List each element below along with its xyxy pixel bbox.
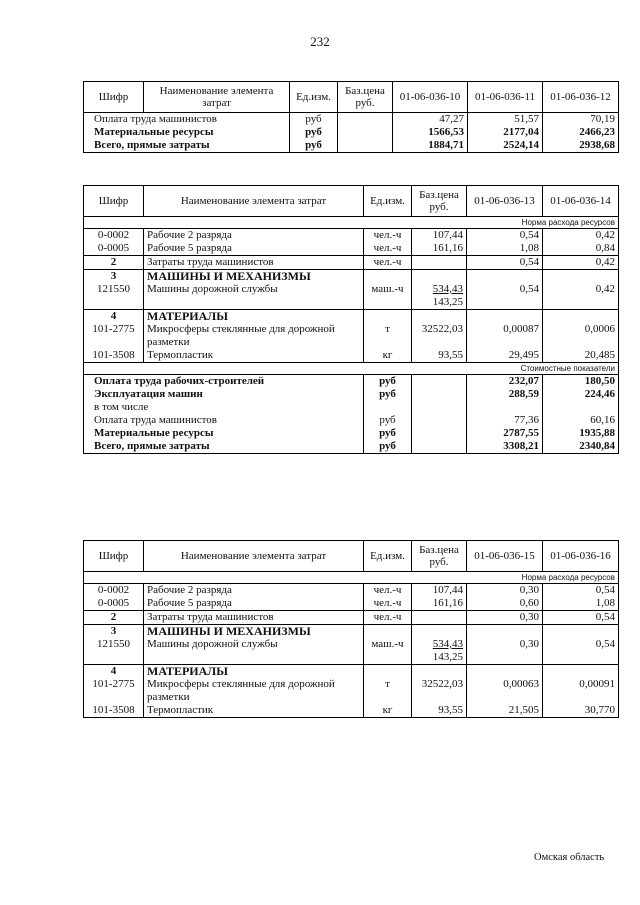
row-value: 2466,23 bbox=[543, 126, 619, 139]
table-row bbox=[84, 323, 619, 349]
row-price: 107,44 bbox=[412, 584, 467, 598]
row-value: 224,46 bbox=[543, 388, 619, 401]
table-row bbox=[84, 611, 619, 625]
row-name: Всего, прямые затраты bbox=[84, 139, 290, 153]
table-row bbox=[84, 584, 619, 598]
row-value: 1566,53 bbox=[393, 126, 468, 139]
table-header bbox=[84, 82, 619, 113]
row-name: Материальные ресурсы bbox=[84, 427, 364, 440]
header-base-price: Баз.цена руб. bbox=[412, 541, 467, 572]
row-code: 101-3508 bbox=[84, 704, 144, 718]
row-value: 0,00091 bbox=[543, 678, 619, 704]
table-row bbox=[84, 139, 619, 153]
row-price: 161,16 bbox=[412, 597, 467, 611]
row-value: 0,42 bbox=[543, 229, 619, 243]
row-unit: руб bbox=[364, 440, 412, 454]
row-value: 51,57 bbox=[468, 113, 543, 127]
price-underlined: 534,43 bbox=[432, 283, 463, 295]
row-price: 32522,03 bbox=[412, 323, 467, 349]
table-row bbox=[84, 414, 619, 427]
row-code: 101-3508 bbox=[84, 349, 144, 363]
price-secondary: 143,25 bbox=[432, 651, 463, 663]
table-row bbox=[84, 242, 619, 256]
header-col-1: 01-06-036-13 bbox=[467, 186, 543, 217]
row-value: 1,08 bbox=[543, 597, 619, 611]
row-value: 47,27 bbox=[393, 113, 468, 127]
table-row bbox=[84, 283, 619, 310]
row-name: Рабочие 2 разряда bbox=[144, 584, 364, 598]
row-price bbox=[412, 638, 467, 665]
row-unit: руб bbox=[364, 427, 412, 440]
section-row bbox=[84, 310, 619, 324]
table-row bbox=[84, 597, 619, 611]
row-code: 0-0005 bbox=[84, 242, 144, 256]
footer-region: Омская область bbox=[534, 852, 605, 863]
row-name: Машины дорожной службы bbox=[144, 638, 364, 665]
row-name: в том числе bbox=[84, 401, 364, 414]
table-row bbox=[84, 349, 619, 363]
table-row bbox=[84, 678, 619, 704]
row-unit: кг bbox=[364, 349, 412, 363]
header-name: Наименование элемента затрат bbox=[144, 82, 290, 113]
row-code: 101-2775 bbox=[84, 678, 144, 704]
row-unit: руб bbox=[290, 139, 338, 153]
row-unit: руб bbox=[290, 113, 338, 127]
row-price bbox=[412, 256, 467, 270]
row-code: 121550 bbox=[84, 638, 144, 665]
cost-table-2 bbox=[83, 185, 619, 454]
row-value: 21,505 bbox=[467, 704, 543, 718]
row-unit: чел.-ч bbox=[364, 584, 412, 598]
table-row bbox=[84, 229, 619, 243]
row-value: 0,54 bbox=[543, 638, 619, 665]
header-unit: Ед.изм. bbox=[290, 82, 338, 113]
row-value: 2524,14 bbox=[468, 139, 543, 153]
row-price: 32522,03 bbox=[412, 678, 467, 704]
row-code: 3 bbox=[84, 270, 144, 284]
row-unit: чел.-ч bbox=[364, 229, 412, 243]
cost-table-1 bbox=[83, 81, 619, 153]
row-value: 0,54 bbox=[543, 611, 619, 625]
header-name: Наименование элемента затрат bbox=[144, 541, 364, 572]
row-value: 77,36 bbox=[467, 414, 543, 427]
row-value: 1935,88 bbox=[543, 427, 619, 440]
row-unit: руб bbox=[364, 375, 412, 389]
table-row bbox=[84, 427, 619, 440]
row-name: Материальные ресурсы bbox=[84, 126, 290, 139]
row-unit: чел.-ч bbox=[364, 611, 412, 625]
table-header bbox=[84, 186, 619, 217]
table-row bbox=[84, 375, 619, 389]
row-code: 4 bbox=[84, 310, 144, 324]
row-value: 0,42 bbox=[543, 283, 619, 310]
row-name: Оплата труда рабочих-строителей bbox=[84, 375, 364, 389]
header-col-1: 01-06-036-15 bbox=[467, 541, 543, 572]
section-row bbox=[84, 665, 619, 679]
row-unit: маш.-ч bbox=[364, 283, 412, 310]
row-unit: руб bbox=[364, 388, 412, 401]
row-value: 288,59 bbox=[467, 388, 543, 401]
norm-label: Норма расхода ресурсов bbox=[84, 572, 619, 584]
row-name: Оплата труда машинистов bbox=[84, 113, 290, 127]
row-code: 0-0005 bbox=[84, 597, 144, 611]
table-row bbox=[84, 126, 619, 139]
row-unit: руб bbox=[290, 126, 338, 139]
row-value: 0,42 bbox=[543, 256, 619, 270]
row-name: Рабочие 5 разряда bbox=[144, 597, 364, 611]
row-name: Оплата труда машинистов bbox=[84, 414, 364, 427]
row-value: 0,00063 bbox=[467, 678, 543, 704]
row-value: 0,30 bbox=[467, 584, 543, 598]
row-name: Эксплуатация машин bbox=[84, 388, 364, 401]
row-value: 0,84 bbox=[543, 242, 619, 256]
cost-table-3 bbox=[83, 540, 619, 718]
header-col-3: 01-06-036-12 bbox=[543, 82, 619, 113]
header-col-2: 01-06-036-14 bbox=[543, 186, 619, 217]
section-title: МАШИНЫ И МЕХАНИЗМЫ bbox=[144, 270, 364, 284]
norm-label: Норма расхода ресурсов bbox=[84, 217, 619, 229]
header-code: Шифр bbox=[84, 186, 144, 217]
row-name: Машины дорожной службы bbox=[144, 283, 364, 310]
row-value: 30,770 bbox=[543, 704, 619, 718]
row-value: 180,50 bbox=[543, 375, 619, 389]
page-number: 232 bbox=[310, 34, 330, 49]
row-code: 0-0002 bbox=[84, 584, 144, 598]
row-price bbox=[412, 283, 467, 310]
cost-label: Стоимостные показатели bbox=[84, 363, 619, 375]
row-name: Всего, прямые затраты bbox=[84, 440, 364, 454]
section-title: МАТЕРИАЛЫ bbox=[144, 310, 364, 324]
row-value: 2938,68 bbox=[543, 139, 619, 153]
row-price bbox=[412, 611, 467, 625]
row-name: Микросферы стеклянные для дорожной разметки bbox=[144, 678, 364, 704]
row-value: 0,30 bbox=[467, 638, 543, 665]
norm-label-row bbox=[84, 217, 619, 229]
row-code: 2 bbox=[84, 611, 144, 625]
header-name: Наименование элемента затрат bbox=[144, 186, 364, 217]
section-row bbox=[84, 270, 619, 284]
section-row bbox=[84, 625, 619, 639]
row-value: 2177,04 bbox=[468, 126, 543, 139]
row-code: 4 bbox=[84, 665, 144, 679]
row-unit: чел.-ч bbox=[364, 597, 412, 611]
price-secondary: 143,25 bbox=[432, 296, 463, 308]
row-name: Рабочие 2 разряда bbox=[144, 229, 364, 243]
cost-label-row bbox=[84, 363, 619, 375]
header-col-2: 01-06-036-16 bbox=[543, 541, 619, 572]
row-value: 0,0006 bbox=[543, 323, 619, 349]
table-row bbox=[84, 440, 619, 454]
row-price: 93,55 bbox=[412, 704, 467, 718]
row-value: 2787,55 bbox=[467, 427, 543, 440]
row-value: 70,19 bbox=[543, 113, 619, 127]
row-value: 29,495 bbox=[467, 349, 543, 363]
row-value: 20,485 bbox=[543, 349, 619, 363]
row-code: 0-0002 bbox=[84, 229, 144, 243]
table-row bbox=[84, 704, 619, 718]
row-price: 107,44 bbox=[412, 229, 467, 243]
row-unit: маш.-ч bbox=[364, 638, 412, 665]
section-title: МАТЕРИАЛЫ bbox=[144, 665, 364, 679]
row-value: 2340,84 bbox=[543, 440, 619, 454]
row-name: Термопластик bbox=[144, 349, 364, 363]
row-code: 2 bbox=[84, 256, 144, 270]
row-value: 60,16 bbox=[543, 414, 619, 427]
table-row bbox=[84, 256, 619, 270]
price-underlined: 534,43 bbox=[432, 638, 463, 650]
row-name: Затраты труда машинистов bbox=[144, 256, 364, 270]
row-code: 3 bbox=[84, 625, 144, 639]
row-value: 3308,21 bbox=[467, 440, 543, 454]
norm-label-row bbox=[84, 572, 619, 584]
table-row bbox=[84, 638, 619, 665]
row-value: 1,08 bbox=[467, 242, 543, 256]
row-value: 0,00087 bbox=[467, 323, 543, 349]
row-value: 1884,71 bbox=[393, 139, 468, 153]
table-header bbox=[84, 541, 619, 572]
section-title: МАШИНЫ И МЕХАНИЗМЫ bbox=[144, 625, 364, 639]
row-value: 232,07 bbox=[467, 375, 543, 389]
row-value: 0,54 bbox=[467, 283, 543, 310]
header-col-2: 01-06-036-11 bbox=[468, 82, 543, 113]
row-name: Микросферы стеклянные для дорожной разметки bbox=[144, 323, 364, 349]
table-row bbox=[84, 388, 619, 401]
row-unit: т bbox=[364, 323, 412, 349]
row-price: 93,55 bbox=[412, 349, 467, 363]
table-row bbox=[84, 113, 619, 127]
row-code: 121550 bbox=[84, 283, 144, 310]
row-price: 161,16 bbox=[412, 242, 467, 256]
row-value: 0,54 bbox=[543, 584, 619, 598]
row-name: Рабочие 5 разряда bbox=[144, 242, 364, 256]
row-value: 0,30 bbox=[467, 611, 543, 625]
header-code: Шифр bbox=[84, 82, 144, 113]
row-unit: кг bbox=[364, 704, 412, 718]
row-value: 0,54 bbox=[467, 229, 543, 243]
row-code: 101-2775 bbox=[84, 323, 144, 349]
row-unit: т bbox=[364, 678, 412, 704]
table-row bbox=[84, 401, 619, 414]
row-name: Затраты труда машинистов bbox=[144, 611, 364, 625]
header-unit: Ед.изм. bbox=[364, 541, 412, 572]
header-unit: Ед.изм. bbox=[364, 186, 412, 217]
row-unit: руб bbox=[364, 414, 412, 427]
row-unit: чел.-ч bbox=[364, 256, 412, 270]
header-code: Шифр bbox=[84, 541, 144, 572]
header-base-price: Баз.цена руб. bbox=[338, 82, 393, 113]
row-unit: чел.-ч bbox=[364, 242, 412, 256]
row-value: 0,54 bbox=[467, 256, 543, 270]
header-col-1: 01-06-036-10 bbox=[393, 82, 468, 113]
row-value: 0,60 bbox=[467, 597, 543, 611]
header-base-price: Баз.цена руб. bbox=[412, 186, 467, 217]
row-name: Термопластик bbox=[144, 704, 364, 718]
